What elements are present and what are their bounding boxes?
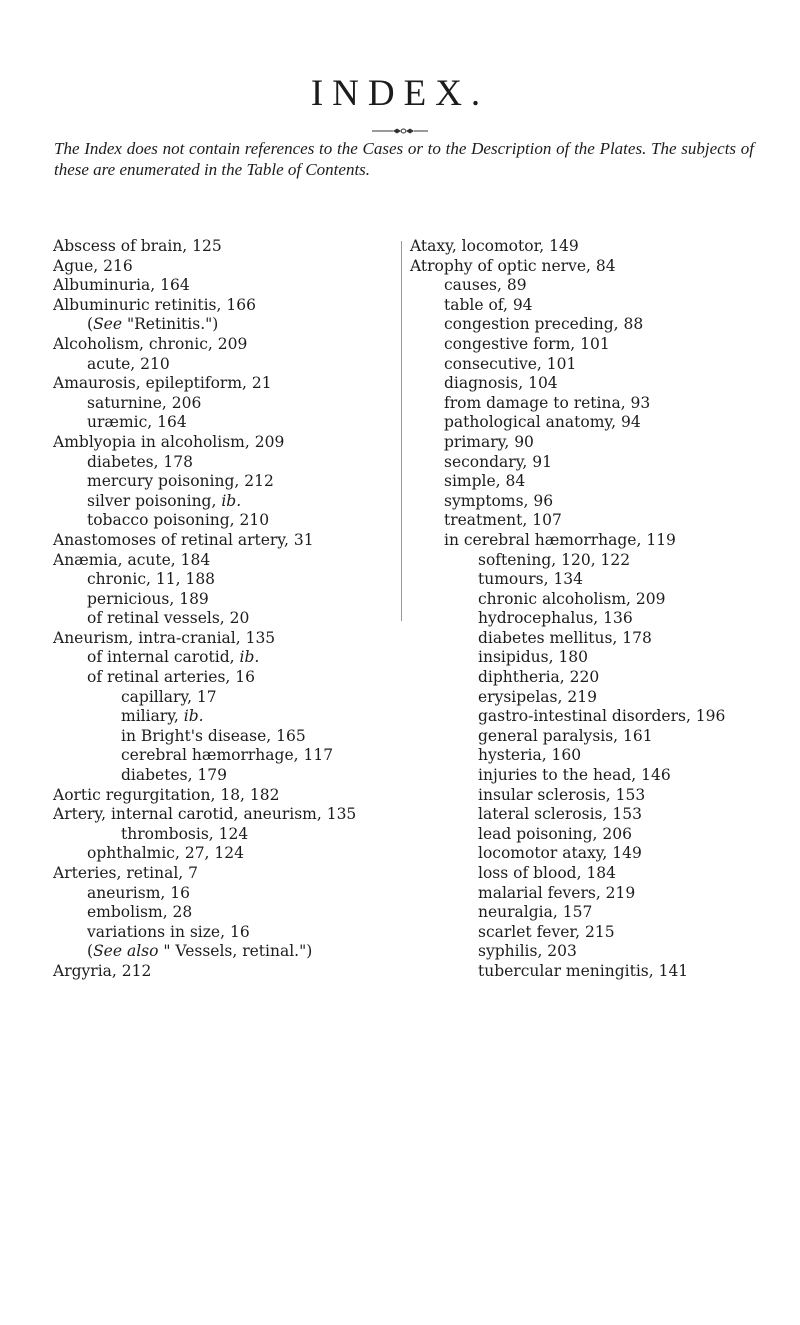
index-entry: Anastomoses of retinal artery, 31 xyxy=(53,530,314,549)
index-entry: Amaurosis, epileptiform, 21 xyxy=(53,374,272,393)
index-entry: Alcoholism, chronic, 209 xyxy=(53,334,248,353)
index-entry: simple, 84 xyxy=(444,472,526,491)
index-entry: lateral sclerosis, 153 xyxy=(478,805,642,824)
index-entry: in Bright's disease, 165 xyxy=(121,726,306,745)
index-entry: in cerebral hæmorrhage, 119 xyxy=(444,530,676,549)
index-entry: chronic alcoholism, 209 xyxy=(478,589,666,608)
index-entry: of retinal arteries, 16 xyxy=(87,668,255,687)
index-entry: Abscess of brain, 125 xyxy=(53,237,222,255)
index-entry: scarlet fever, 215 xyxy=(478,922,615,941)
index-entry: pathological anatomy, 94 xyxy=(444,413,641,432)
index-entry: (See "Retinitis.") xyxy=(87,315,219,334)
index-entry: capillary, 17 xyxy=(121,687,217,706)
index-entry: uræmic, 164 xyxy=(87,413,187,432)
index-entry: miliary, ib. xyxy=(121,707,204,726)
index-entry: consecutive, 101 xyxy=(444,354,577,373)
index-note: The Index does not contain references to the Cases or to the Description of the Plates. The subjects of these are enumerated in the Table of Contents. xyxy=(54,139,754,179)
ornament-rule xyxy=(372,127,428,135)
index-entry: silver poisoning, ib. xyxy=(87,491,242,510)
index-entry: diagnosis, 104 xyxy=(444,374,558,393)
index-entry: mercury poisoning, 212 xyxy=(87,472,274,491)
index-entry: of internal carotid, ib. xyxy=(87,648,260,667)
index-entry: tumours, 134 xyxy=(478,570,584,589)
index-entry: diabetes mellitus, 178 xyxy=(478,628,652,647)
index-entry: injuries to the head, 146 xyxy=(478,766,671,785)
index-entry: diphtheria, 220 xyxy=(478,668,600,687)
index-entry: erysipelas, 219 xyxy=(478,687,597,706)
index-entry: neuralgia, 157 xyxy=(478,903,593,922)
index-entry: Atrophy of optic nerve, 84 xyxy=(410,256,616,275)
index-entry: insipidus, 180 xyxy=(478,648,589,667)
index-entry: ophthalmic, 27, 124 xyxy=(87,844,244,863)
column-divider xyxy=(401,241,402,621)
index-entry: softening, 120, 122 xyxy=(478,550,631,569)
index-entry: Albuminuric retinitis, 166 xyxy=(53,295,256,314)
index-entry: of retinal vessels, 20 xyxy=(87,609,250,628)
index-entry: tubercular meningitis, 141 xyxy=(478,961,689,980)
index-entry: hydrocephalus, 136 xyxy=(478,609,633,628)
index-column-left xyxy=(53,237,393,982)
index-column-right xyxy=(410,237,790,982)
index-entry: congestive form, 101 xyxy=(444,334,610,353)
index-entry: hysteria, 160 xyxy=(478,746,582,765)
index-entry: insular sclerosis, 153 xyxy=(478,785,646,804)
index-entry: Aortic regurgitation, 18, 182 xyxy=(53,785,280,804)
index-entry: Anæmia, acute, 184 xyxy=(53,550,211,569)
index-entry: Aneurism, intra-cranial, 135 xyxy=(53,628,276,647)
index-entry: treatment, 107 xyxy=(444,511,562,530)
index-entry: cerebral hæmorrhage, 117 xyxy=(121,746,334,765)
index-title: INDEX. xyxy=(310,72,490,114)
index-entry: variations in size, 16 xyxy=(87,922,250,941)
index-entry: tobacco poisoning, 210 xyxy=(87,511,270,530)
index-entry: malarial fevers, 219 xyxy=(478,883,636,902)
index-entry: general paralysis, 161 xyxy=(478,726,653,745)
index-entry: saturnine, 206 xyxy=(87,393,202,412)
index-entry: locomotor ataxy, 149 xyxy=(478,844,642,863)
index-entry: diabetes, 179 xyxy=(121,766,228,785)
index-entry: Ataxy, locomotor, 149 xyxy=(410,237,579,255)
index-entry: Artery, internal carotid, aneurism, 135 xyxy=(53,805,357,824)
index-entry: aneurism, 16 xyxy=(87,883,190,902)
index-entry: from damage to retina, 93 xyxy=(444,393,651,412)
index-entry: table of, 94 xyxy=(444,295,533,314)
index-entry: Albuminuria, 164 xyxy=(53,276,190,295)
index-entry: primary, 90 xyxy=(444,432,534,451)
index-entry: loss of blood, 184 xyxy=(478,864,617,882)
index-entry: chronic, 11, 188 xyxy=(87,570,216,589)
index-entry: Amblyopia in alcoholism, 209 xyxy=(53,432,285,451)
index-entry: thrombosis, 124 xyxy=(121,824,249,843)
index-entry: syphilis, 203 xyxy=(478,942,577,961)
index-entry: acute, 210 xyxy=(87,354,170,373)
index-entry: Ague, 216 xyxy=(53,256,133,275)
index-entry: pernicious, 189 xyxy=(87,589,209,608)
index-entry: diabetes, 178 xyxy=(87,452,194,471)
index-entry: (See also " Vessels, retinal.") xyxy=(87,942,313,961)
index-entry: gastro-intestinal disorders, 196 xyxy=(478,707,726,726)
index-entry: lead poisoning, 206 xyxy=(478,824,633,843)
index-entry: causes, 89 xyxy=(444,276,527,295)
index-entry: Argyria, 212 xyxy=(53,961,152,980)
index-entry: secondary, 91 xyxy=(444,452,552,471)
index-entry: Arteries, retinal, 7 xyxy=(53,864,199,882)
index-entry: congestion preceding, 88 xyxy=(444,315,644,334)
index-entry: embolism, 28 xyxy=(87,903,193,922)
index-entry: symptoms, 96 xyxy=(444,491,554,510)
